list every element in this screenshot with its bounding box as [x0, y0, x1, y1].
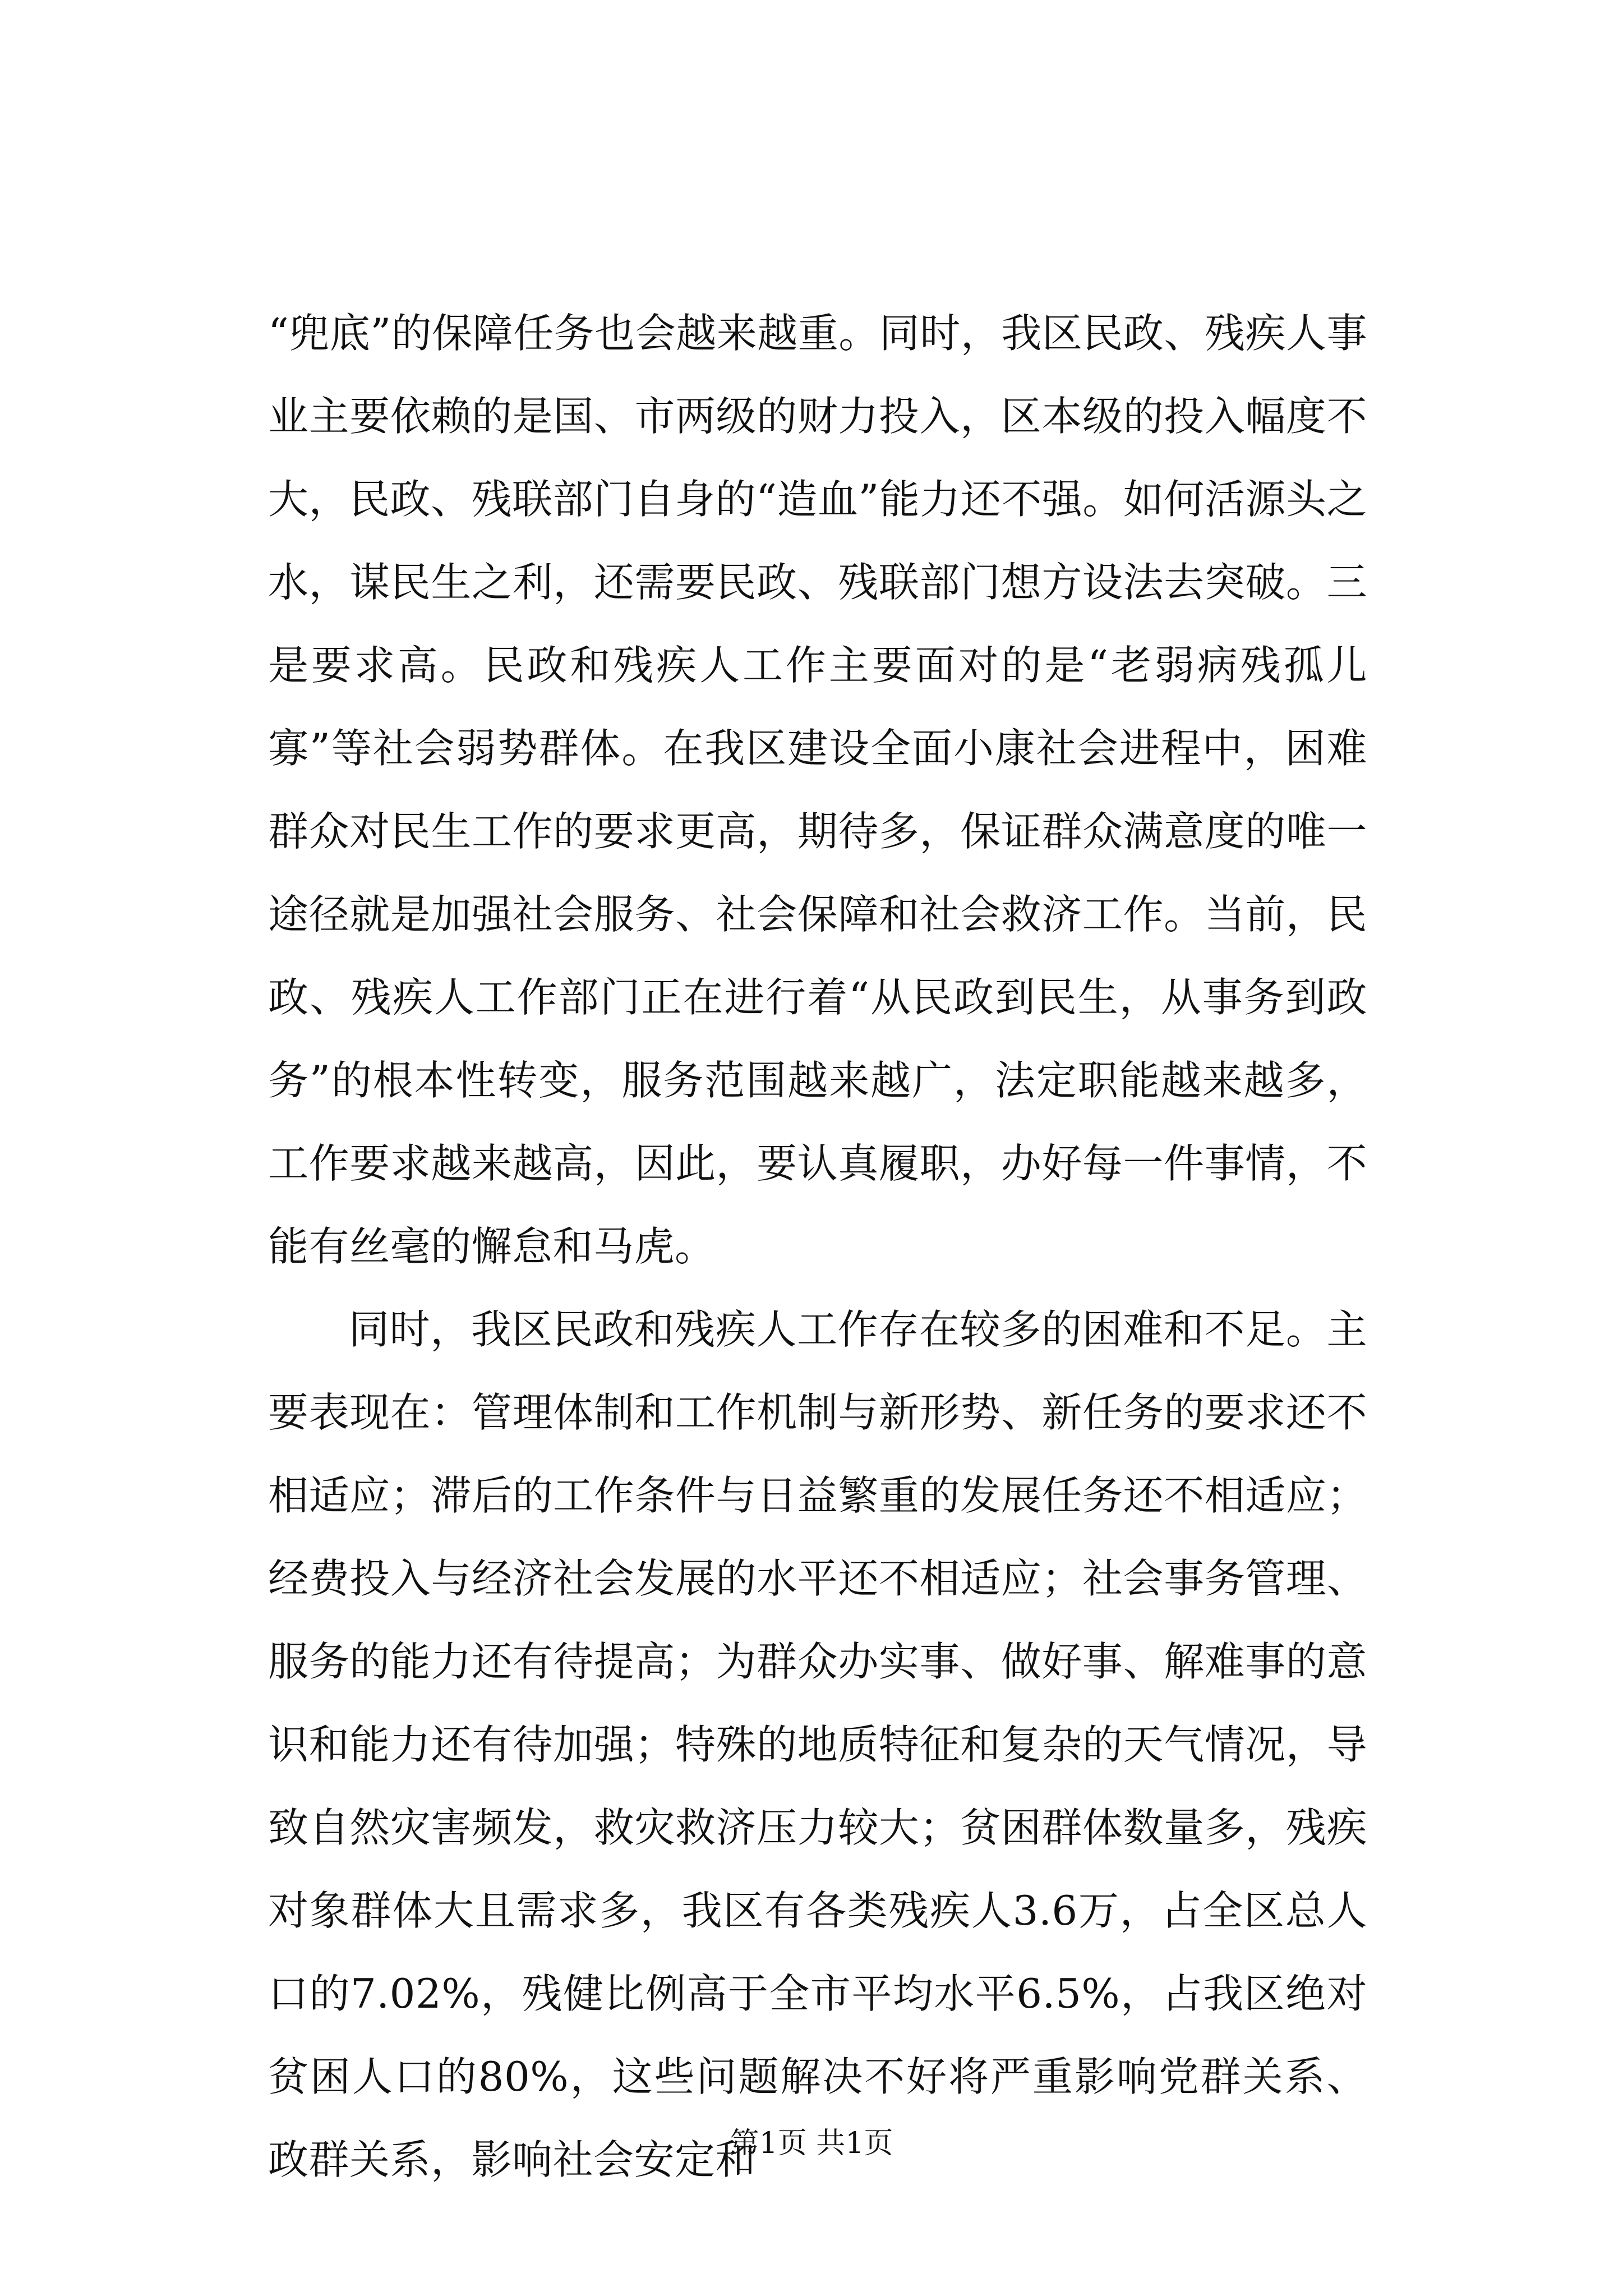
document-body [268, 292, 1367, 2201]
paragraph-1: “兜底”的保障任务也会越来越重。同时，我区民政、残疾人事业主要依赖的是国、市两级的财力投入，区本级的投入幅度不大，民政、残联部门自身的“造血”能力还不强。如何活源头之水，谋民生之利，还需要民政、残联部门想方设法去突破。三是要求高。民政和残疾人工作主要面对的是“老弱病残孤儿寡”等社会弱势群体。在我区建设全面小康社会进程中，困难群众对民生工作的要求更高，期待多，保证群众满意度的唯一途径就是加强社会服务、社会保障和社会救济工作。当前，民政、残疾人工作部门正在进行着“从民政到民生，从事务到政务”的根本性转变，服务范围越来越广，法定职能越来越多，工作要求越来越高，因此，要认真履职，办好每一件事情，不能有丝毫的懈怠和马虎。 [268, 310, 1367, 1270]
paragraph-2: 同时，我区民政和残疾人工作存在较多的困难和不足。主要表现在：管理体制和工作机制与新形势、新任务的要求还不相适应；滞后的工作条件与日益繁重的发展任务还不相适应；经费投入与经济社会发展的水平还不相适应；社会事务管理、服务的能力还有待提高；为群众办实事、做好事、解难事的意识和能力还有待加强；特殊的地质特征和复杂的天气情况，导致自然灾害频发，救灾救济压力较大；贫困群体数量多，残疾对象群体大且需求多，我区有各类残疾人3.6万，占全区总人口的7.02%，残健比例高于全市平均水平6.5%，占我区绝对贫困人口的80%，这些问题解决不好将严重影响党群关系、政群关系，影响社会安定和 [268, 1306, 1367, 2183]
page-footer: 第1页 共1页 [730, 2127, 893, 2160]
